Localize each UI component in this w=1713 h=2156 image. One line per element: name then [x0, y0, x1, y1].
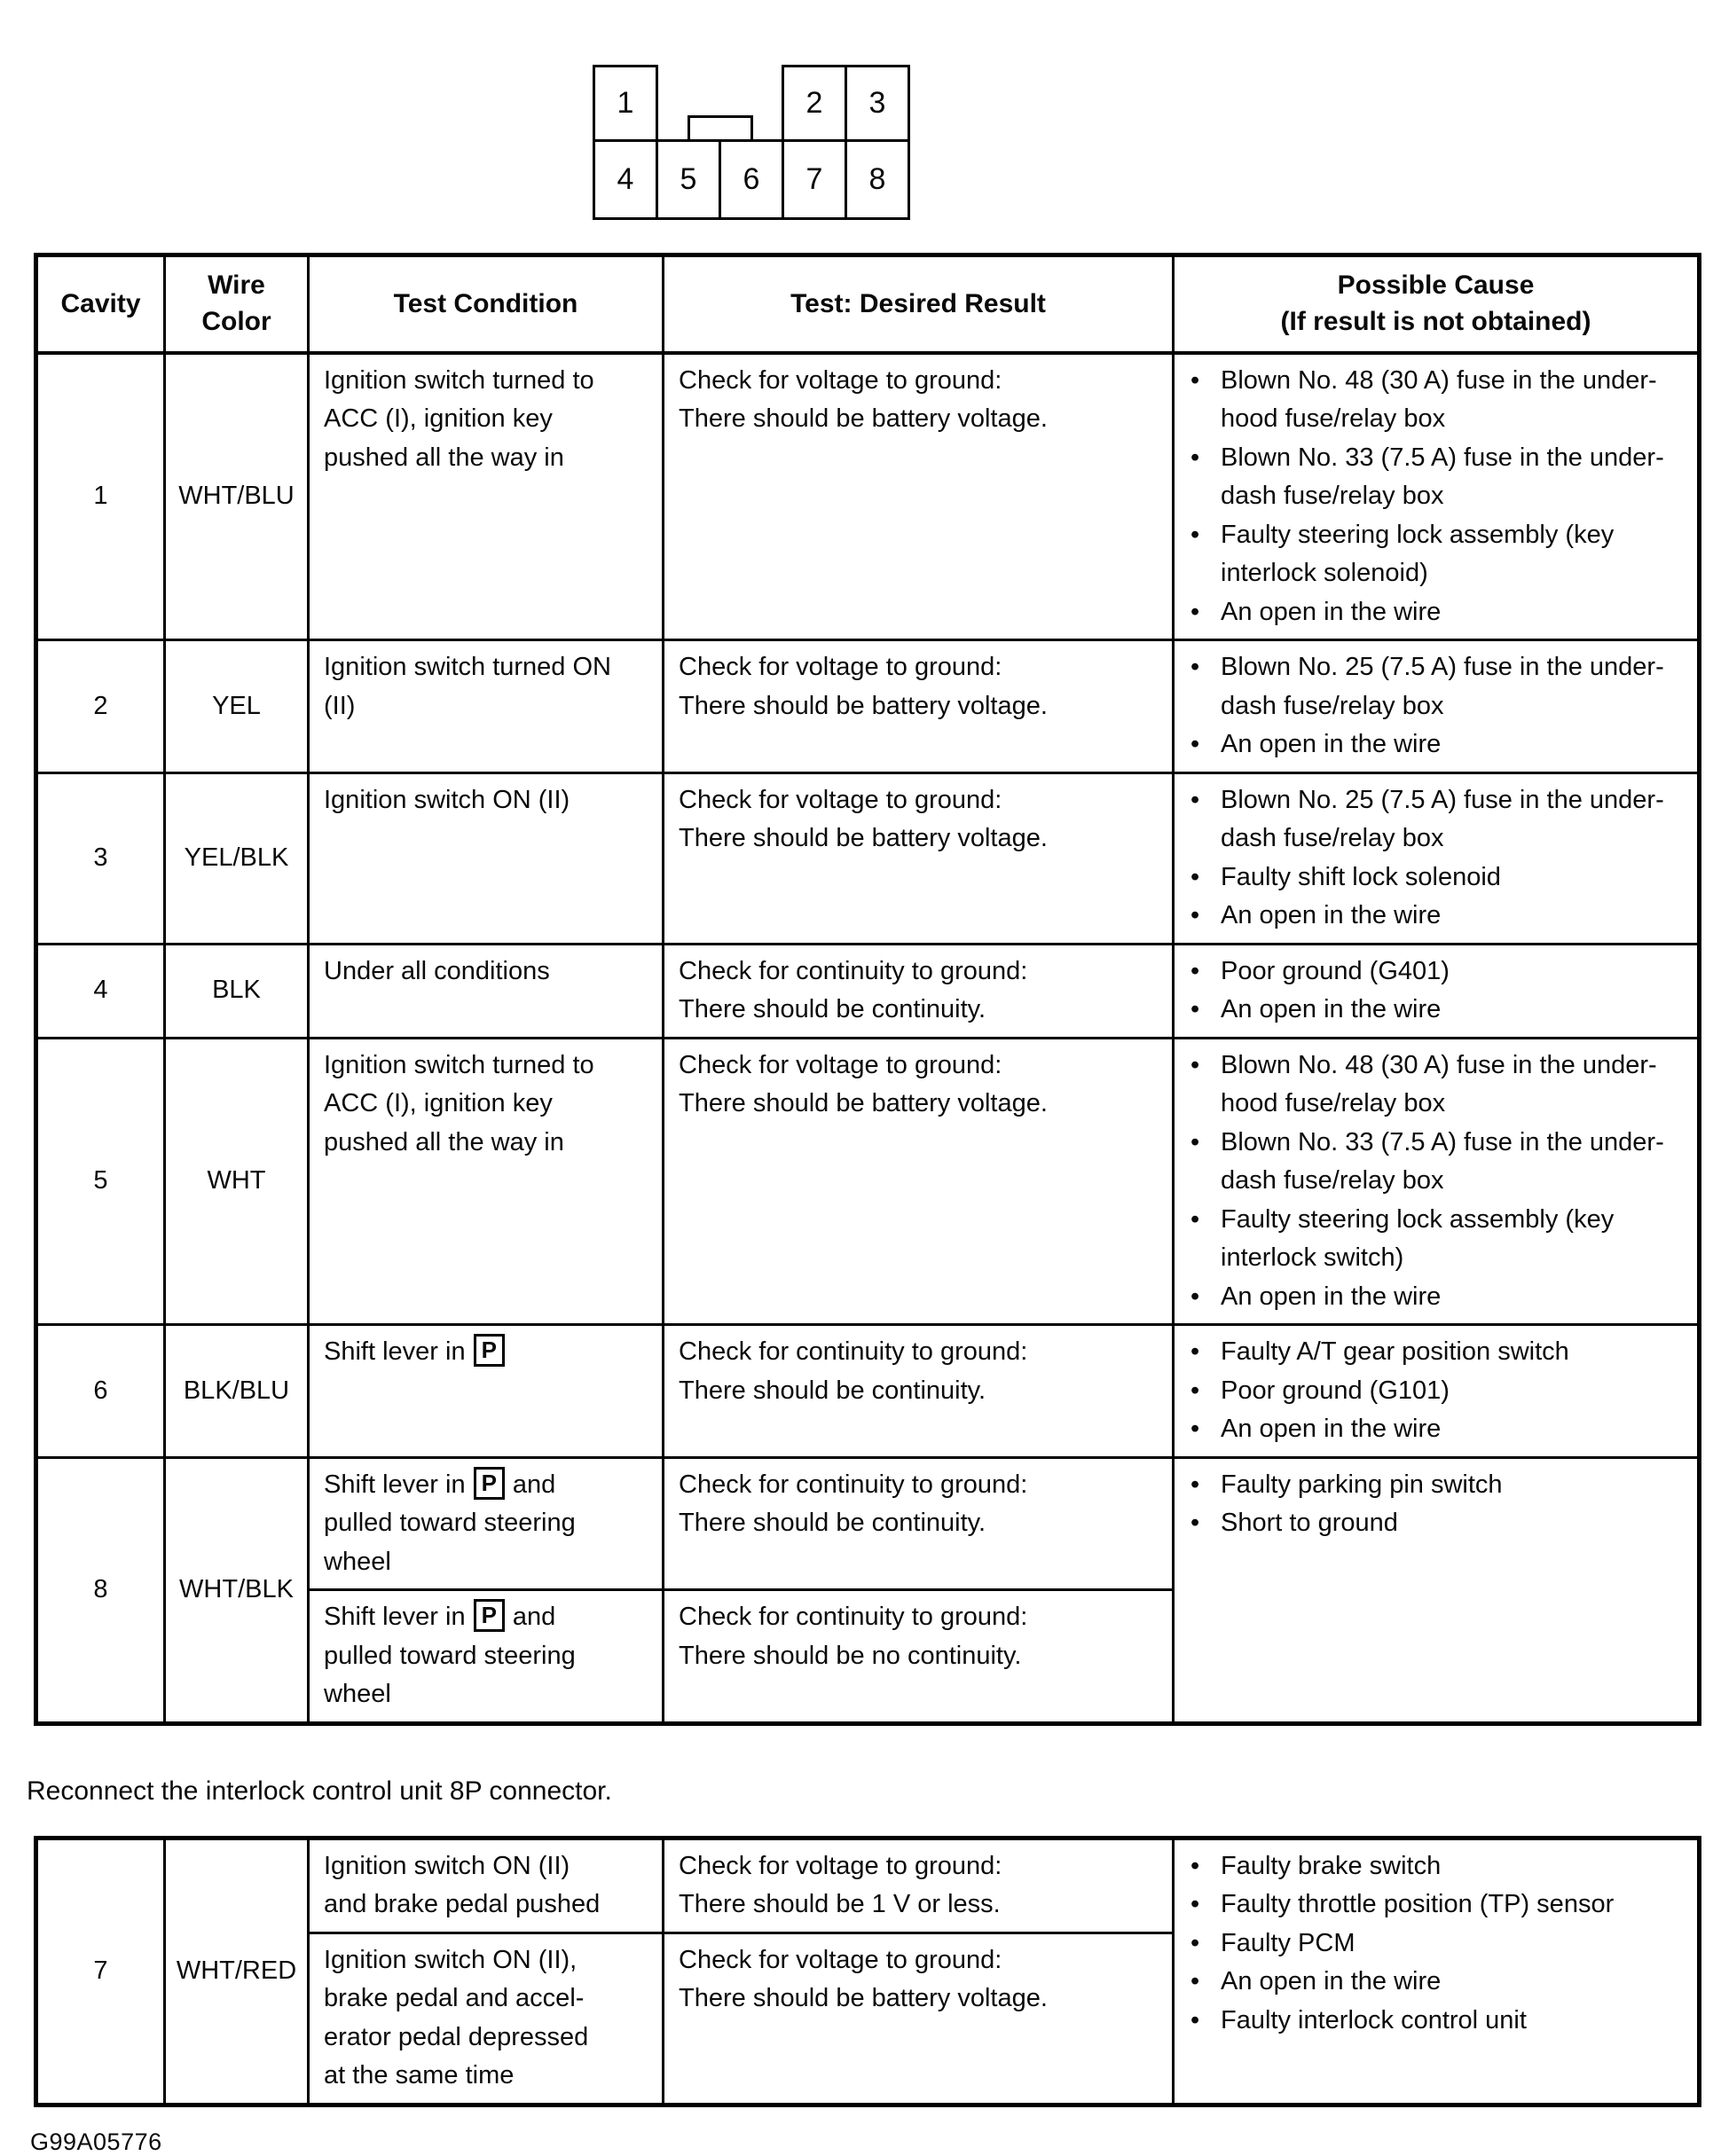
cavity-cell: 1 — [36, 353, 165, 640]
desired-result-cell: Check for voltage to ground: There should be 1 V or less. — [664, 1838, 1174, 1933]
test-condition-cell: Ignition switch ON (II) and brake pedal pushed — [309, 1838, 664, 1933]
desired-result-cell: Check for voltage to ground: There should be battery voltage. — [664, 772, 1174, 944]
wire-color-cell: BLK — [165, 944, 309, 1038]
test-condition-cell: Shift lever in P and pulled toward steering wheel — [309, 1457, 664, 1590]
wire-color-cell: WHT/RED — [165, 1838, 309, 2105]
cause-item: • Blown No. 25 (7.5 A) fuse in the under-dash fuse/relay box — [1190, 781, 1683, 858]
cause-item: • An open in the wire — [1190, 725, 1683, 764]
reconnect-note: Reconnect the interlock control unit 8P connector. — [27, 1776, 612, 1806]
park-position-box: P — [474, 1334, 505, 1367]
desired-result-cell: Check for voltage to ground: There should be battery voltage. — [664, 1038, 1174, 1325]
cause-item: • Poor ground (G401) — [1190, 953, 1683, 992]
possible-cause-cell — [1174, 944, 1700, 1038]
table-header-row — [36, 255, 1700, 353]
cavity-cell: 8 — [36, 1457, 165, 1723]
wire-color-cell: WHT/BLU — [165, 353, 309, 640]
cause-item: • An open in the wire — [1190, 593, 1683, 632]
park-position-box: P — [474, 1467, 505, 1500]
wire-color-cell: YEL — [165, 640, 309, 773]
connector-pin-5: 5 — [656, 139, 721, 220]
desired-result-cell: Check for continuity to ground: There should be continuity. — [664, 1325, 1174, 1458]
test-condition-cell: Under all conditions — [309, 944, 664, 1038]
cause-item: • An open in the wire — [1190, 1410, 1683, 1449]
possible-cause-cell — [1174, 1038, 1700, 1325]
figure-code: G99A05776 — [30, 2128, 162, 2155]
connector-pin-4: 4 — [593, 139, 658, 220]
wire-color-cell: WHT — [165, 1038, 309, 1325]
table-row — [36, 1325, 1700, 1458]
cause-item: • Faulty parking pin switch — [1190, 1466, 1683, 1505]
table-row — [36, 1038, 1700, 1325]
cause-item: • An open in the wire — [1190, 991, 1683, 1030]
desired-result-cell: Check for continuity to ground: There should be no continuity. — [664, 1590, 1174, 1724]
cavity-test-table — [34, 253, 1701, 1726]
connector-pin-2: 2 — [782, 65, 847, 142]
cause-item: • Short to ground — [1190, 1504, 1683, 1543]
header-cavity: Cavity — [36, 255, 165, 353]
wire-color-cell: BLK/BLU — [165, 1325, 309, 1458]
cause-item: • An open in the wire — [1190, 1963, 1683, 2002]
cause-item: • Blown No. 33 (7.5 A) fuse in the under-dash fuse/relay box — [1190, 439, 1683, 516]
test-condition-cell: Ignition switch turned ON (II) — [309, 640, 664, 773]
desired-result-cell: Check for continuity to ground: There should be continuity. — [664, 944, 1174, 1038]
cavity-cell: 6 — [36, 1325, 165, 1458]
test-condition-cell: Shift lever in P and pulled toward steering wheel — [309, 1590, 664, 1724]
cause-item: • Poor ground (G101) — [1190, 1372, 1683, 1411]
connector-pin-6: 6 — [719, 139, 784, 220]
cause-item: • Faulty throttle position (TP) sensor — [1190, 1886, 1683, 1925]
cavity7-test-table — [34, 1836, 1701, 2107]
cause-item: • Blown No. 25 (7.5 A) fuse in the under-dash fuse/relay box — [1190, 648, 1683, 725]
cause-item: • Faulty A/T gear position switch — [1190, 1333, 1683, 1372]
possible-cause-cell — [1174, 353, 1700, 640]
connector-pin-1: 1 — [593, 65, 658, 142]
cause-item: • Blown No. 48 (30 A) fuse in the under-hood fuse/relay box — [1190, 362, 1683, 439]
test-condition-cell: Shift lever in P — [309, 1325, 664, 1458]
cavity-cell: 3 — [36, 772, 165, 944]
table-row — [36, 640, 1700, 773]
table-row — [36, 1838, 1700, 1933]
possible-cause-cell — [1174, 1325, 1700, 1458]
cause-item: • Faulty steering lock assembly (key interlock switch) — [1190, 1201, 1683, 1278]
connector-diagram — [593, 65, 910, 220]
table-row — [36, 353, 1700, 640]
connector-key-tab — [688, 115, 753, 142]
header-possible-cause: Possible Cause (If result is not obtained) — [1174, 255, 1700, 353]
cause-item: • An open in the wire — [1190, 1278, 1683, 1317]
connector-pin-7: 7 — [782, 139, 847, 220]
desired-result-cell: Check for voltage to ground: There should be battery voltage. — [664, 1933, 1174, 2105]
cavity-cell: 7 — [36, 1838, 165, 2105]
connector-pin-3: 3 — [845, 65, 910, 142]
cause-item: • Faulty steering lock assembly (key interlock solenoid) — [1190, 516, 1683, 593]
test-condition-cell: Ignition switch turned to ACC (I), ignition key pushed all the way in — [309, 353, 664, 640]
cause-item: • Blown No. 33 (7.5 A) fuse in the under-dash fuse/relay box — [1190, 1124, 1683, 1201]
test-condition-cell: Ignition switch ON (II), brake pedal and accelerator pedal depressed at the same time — [309, 1933, 664, 2105]
table-row — [36, 944, 1700, 1038]
possible-cause-cell — [1174, 772, 1700, 944]
possible-cause-cell — [1174, 1838, 1700, 2105]
table-row — [36, 1457, 1700, 1590]
cause-item: • Faulty brake switch — [1190, 1847, 1683, 1886]
test-condition-cell: Ignition switch ON (II) — [309, 772, 664, 944]
cavity-cell: 4 — [36, 944, 165, 1038]
cause-item: • Faulty shift lock solenoid — [1190, 858, 1683, 898]
test-condition-cell: Ignition switch turned to ACC (I), ignition key pushed all the way in — [309, 1038, 664, 1325]
connector-pin-8: 8 — [845, 139, 910, 220]
header-desired-result: Test: Desired Result — [664, 255, 1174, 353]
cause-item: • Faulty PCM — [1190, 1925, 1683, 1964]
park-position-box: P — [474, 1599, 505, 1632]
cause-item: • Blown No. 48 (30 A) fuse in the under-hood fuse/relay box — [1190, 1047, 1683, 1124]
header-wire-color: Wire Color — [165, 255, 309, 353]
header-test-condition: Test Condition — [309, 255, 664, 353]
cause-item: • An open in the wire — [1190, 897, 1683, 936]
possible-cause-cell — [1174, 640, 1700, 773]
cause-item: • Faulty interlock control unit — [1190, 2002, 1683, 2041]
cavity-cell: 5 — [36, 1038, 165, 1325]
possible-cause-cell — [1174, 1457, 1700, 1723]
wire-color-cell: YEL/BLK — [165, 772, 309, 944]
cavity-cell: 2 — [36, 640, 165, 773]
desired-result-cell: Check for continuity to ground: There should be continuity. — [664, 1457, 1174, 1590]
desired-result-cell: Check for voltage to ground: There should be battery voltage. — [664, 353, 1174, 640]
wire-color-cell: WHT/BLK — [165, 1457, 309, 1723]
table-row — [36, 772, 1700, 944]
desired-result-cell: Check for voltage to ground: There should be battery voltage. — [664, 640, 1174, 773]
